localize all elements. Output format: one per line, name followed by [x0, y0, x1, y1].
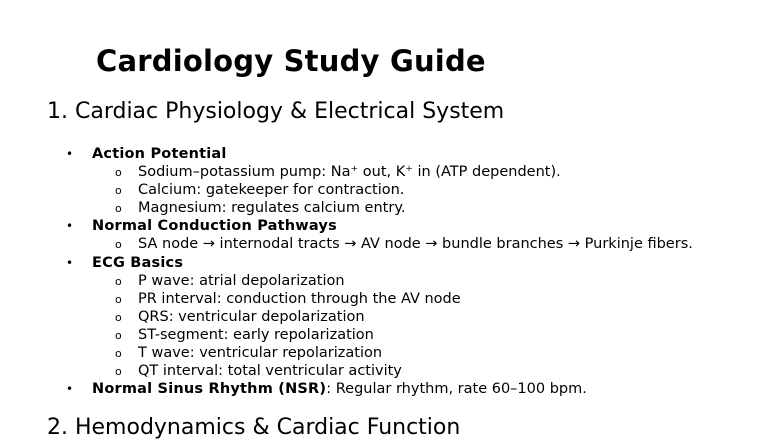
sub-item-text: ST-segment: early repolarization [138, 326, 374, 343]
bullet-icon: • [66, 382, 74, 397]
list-item-ecg-basics [65, 254, 693, 381]
bullet-icon: • [66, 219, 74, 234]
sub-bullet-icon: o [115, 310, 122, 324]
sub-item-text: QT interval: total ventricular activity [138, 363, 402, 380]
sub-item [92, 163, 693, 181]
topic-text: : Regular rhythm, rate 60–100 bpm. [326, 381, 587, 398]
list-item-normal-sinus-rhythm [65, 380, 693, 398]
topic-label: Normal Conduction Pathways [92, 218, 337, 235]
sub-item [92, 344, 693, 362]
sub-item [92, 272, 693, 290]
topic-label: ECG Basics [92, 254, 184, 271]
sub-bullet-icon: o [115, 274, 122, 288]
sub-list [92, 272, 693, 381]
sub-item [92, 290, 693, 308]
sub-item [92, 362, 693, 380]
sub-bullet-icon: o [115, 365, 122, 379]
sub-item [92, 181, 693, 199]
sub-bullet-icon: o [115, 238, 122, 252]
list-item-action-potential [65, 145, 693, 217]
sub-item [92, 326, 693, 344]
sub-item-text: P wave: atrial depolarization [138, 272, 345, 289]
sub-bullet-icon: o [115, 328, 122, 342]
sub-item [92, 235, 693, 253]
sub-item-text: SA node → internodal tracts → AV node → bundle branches → Purkinje fibers. [138, 236, 693, 253]
sub-item-text: PR interval: conduction through the AV node [138, 290, 461, 307]
sub-item-text: Magnesium: regulates calcium entry. [138, 200, 406, 217]
sub-item-text: T wave: ventricular repolarization [138, 345, 383, 362]
sub-item [92, 308, 693, 326]
sub-item-text: QRS: ventricular depolarization [138, 308, 365, 325]
topic-label: Normal Sinus Rhythm (NSR) [92, 381, 327, 398]
sub-list [92, 235, 693, 253]
sub-item-text: Sodium–potassium pump: Na⁺ out, K⁺ in (ATP dependent). [138, 164, 561, 181]
bullet-icon: • [66, 255, 74, 270]
sub-item-text: Calcium: gatekeeper for contraction. [138, 182, 405, 199]
page-title: Cardiology Study Guide [96, 44, 486, 78]
list-item-conduction-pathways [65, 217, 693, 253]
physiology-outline [65, 145, 693, 398]
sub-bullet-icon: o [115, 202, 122, 216]
sub-bullet-icon: o [115, 166, 122, 180]
sub-item [92, 199, 693, 217]
sub-bullet-icon: o [115, 347, 122, 361]
section-heading-hemodynamics: 2. Hemodynamics & Cardiac Function [47, 415, 461, 440]
sub-list [92, 163, 693, 217]
section-heading-physiology: 1. Cardiac Physiology & Electrical System [47, 99, 505, 124]
topic-label: Action Potential [92, 146, 227, 162]
bullet-icon: • [66, 147, 74, 161]
sub-bullet-icon: o [115, 184, 122, 198]
sub-bullet-icon: o [115, 292, 122, 306]
